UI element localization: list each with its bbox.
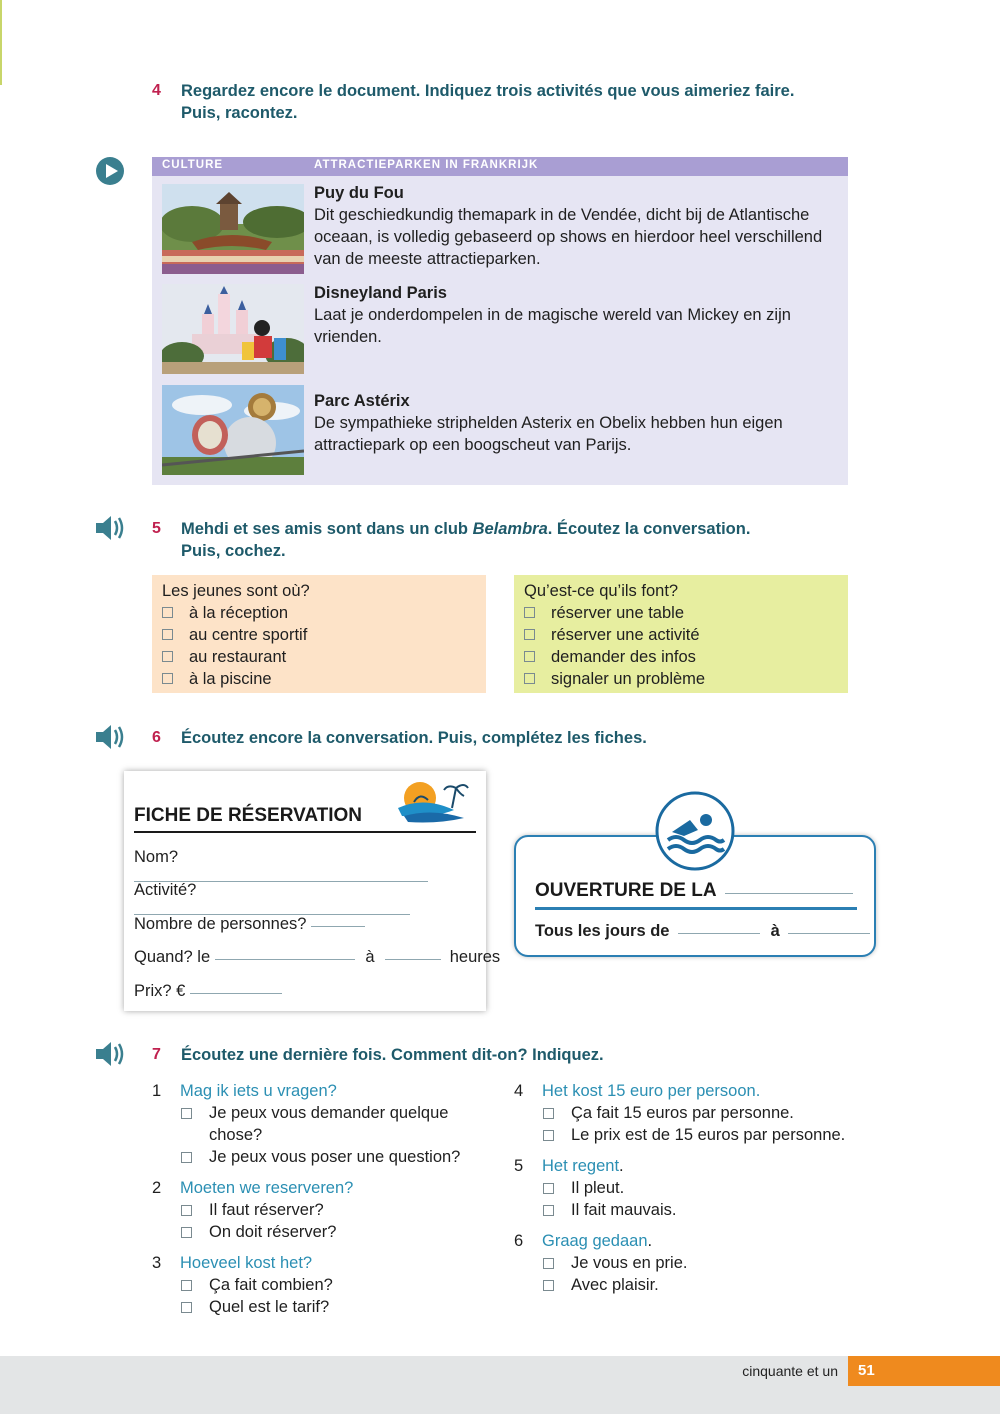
culture-tag: CULTURE [162,159,224,171]
q7-item [514,1230,854,1296]
q7-item-dutch: Het regent [542,1157,620,1175]
q5-instruction [181,518,881,562]
opening-title-rule [535,907,857,910]
parc-asterix-title: Parc Astérix [314,392,410,410]
option-label: On doit réserver? [209,1223,337,1241]
q7-option[interactable] [152,1274,472,1296]
q7-item-suffix: . [647,1232,653,1250]
q5-line1-a: Mehdi et ses amis sont dans un club [181,520,473,538]
culture-heading: ATTRACTIEPARKEN IN FRANKRIJK [314,159,539,171]
checkbox[interactable] [181,1205,192,1216]
q7-item-number: 6 [514,1232,524,1250]
option-label: au restaurant [189,648,287,666]
q5-activity-option[interactable] [524,624,838,646]
checkbox[interactable] [524,607,535,618]
disneyland-title: Disneyland Paris [314,284,447,302]
option-label: à la piscine [189,670,272,688]
opening-to-input-line[interactable] [788,933,870,934]
option-label: réserver une table [551,604,684,622]
opening-title-input-line[interactable] [725,893,853,894]
option-label: signaler un problème [551,670,706,688]
checkbox[interactable] [543,1205,554,1216]
puy-du-fou-photo [162,184,304,274]
option-label: réserver une activité [551,626,700,644]
parc-asterix-photo [162,385,304,475]
option-label: au centre sportif [189,626,308,644]
left-margin-line [0,0,2,85]
option-label: demander des infos [551,648,696,666]
q7-item-number: 2 [152,1179,162,1197]
q7-item-header [152,1080,472,1102]
q7-option[interactable] [514,1252,854,1274]
checkbox[interactable] [181,1280,192,1291]
q7-item-number: 1 [152,1082,162,1100]
checkbox[interactable] [181,1227,192,1238]
reservation-form-title: FICHE DE RÉSERVATION [134,805,363,826]
q7-item [152,1177,472,1243]
option-label: Il faut réserver? [209,1201,324,1219]
checkbox[interactable] [543,1280,554,1291]
q5-location-option[interactable] [162,602,476,624]
q7-item [152,1252,472,1318]
q7-item-number: 3 [152,1254,162,1272]
q7-instruction: Écoutez une dernière fois. Comment dit-on? Indiquez. [181,1046,604,1064]
q7-item-header [514,1080,854,1102]
q7-item [152,1080,472,1168]
disneyland-text: Laat je onderdompelen in de magische wereld van Mickey en zijn vrienden. [314,306,791,346]
q4-instruction [181,80,881,124]
swimmer-icon [654,790,736,872]
checkbox[interactable] [543,1258,554,1269]
audio-speaker-icon[interactable] [94,722,126,752]
q5-location-option[interactable] [162,646,476,668]
q7-option[interactable] [152,1221,472,1243]
q5-location-option[interactable] [162,668,476,690]
option-label: Il fait mauvais. [571,1201,677,1219]
q4-line1: Regardez encore le document. Indiquez trois activités que vous aimeriez faire. [181,82,795,100]
q5-activity-option[interactable] [524,646,838,668]
q7-option[interactable] [514,1102,854,1124]
q7-option[interactable] [152,1199,472,1221]
option-label: Avec plaisir. [571,1276,659,1294]
checkbox[interactable] [162,673,173,684]
q7-item-header [152,1177,472,1199]
video-play-icon[interactable] [95,156,125,186]
q5-line1-b: . Écoutez la conversation. [547,520,751,538]
q7-item-header [514,1155,854,1177]
quand-field[interactable] [134,946,501,968]
prix-field[interactable] [134,980,476,1002]
quand-a-label: à [365,948,375,966]
q7-item-dutch: Mag ik iets u vragen? [180,1082,337,1100]
puy-du-fou-text: Dit geschiedkundig themapark in de Vendée, dicht bij de Atlantische oceaan, is volledig gebaseerd op shows en hierdoor heel verschillend van de meeste attractieparken. [314,206,823,268]
q7-option[interactable] [152,1146,472,1168]
q6-instruction: Écoutez encore la conversation. Puis, complétez les fiches. [181,729,647,747]
checkbox[interactable] [162,629,173,640]
checkbox[interactable] [543,1108,554,1119]
q5-line2: Puis, cochez. [181,542,286,560]
audio-speaker-icon[interactable] [94,513,126,543]
q7-item-number: 4 [514,1082,524,1100]
q5-location-option[interactable] [162,624,476,646]
parc-asterix-text: De sympathieke striphelden Asterix en Obelix hebben hun eigen attractiepark op een boogscheut van Parijs. [314,414,783,454]
reservation-title-rule [134,831,476,833]
checkbox[interactable] [181,1152,192,1163]
option-label: Je peux vous poser une question? [209,1148,461,1166]
q7-item-dutch: Moeten we reserveren? [180,1179,354,1197]
checkbox[interactable] [524,629,535,640]
beach-logo-icon [394,778,476,826]
q5-activity-box [514,575,848,693]
q7-option[interactable] [514,1177,854,1199]
opening-hours-title [535,880,857,902]
opening-a-label: à [770,922,780,940]
option-label: Ça fait combien? [209,1276,333,1294]
option-label: Je vous en prie. [571,1254,688,1272]
checkbox[interactable] [543,1183,554,1194]
q7-option[interactable] [514,1199,854,1221]
nombre-label: Nombre de personnes? [134,915,307,933]
q5-activity-title: Qu’est-ce qu’ils font? [524,582,679,600]
nombre-input-line[interactable] [311,926,365,927]
opening-days-field[interactable] [535,920,865,942]
option-label: Ça fait 15 euros par personne. [571,1104,794,1122]
q7-option[interactable] [152,1102,472,1146]
q7-item [514,1155,854,1221]
footer-page-words: cinquante et un [742,1363,838,1379]
q7-option[interactable] [152,1296,472,1318]
q7-item-dutch: Het kost 15 euro per persoon. [542,1082,761,1100]
checkbox[interactable] [162,651,173,662]
q7-item-dutch: Hoeveel kost het? [180,1254,313,1272]
q7-item [514,1080,854,1146]
opening-days-label: Tous les jours de [535,922,670,940]
checkbox[interactable] [543,1130,554,1141]
option-label: à la réception [189,604,289,622]
nombre-field[interactable] [134,913,476,935]
checkbox[interactable] [524,651,535,662]
footer-page-number: 51 [858,1362,875,1379]
q5-location-box [152,575,486,693]
q4-line2: Puis, racontez. [181,104,298,122]
q7-item-number: 5 [514,1157,524,1175]
q5-activity-option[interactable] [524,668,838,690]
q7-option[interactable] [514,1124,854,1146]
prix-label: Prix? € [134,982,186,1000]
opening-title-label: OUVERTURE DE LA [535,880,717,901]
q6-number: 6 [152,729,161,746]
disneyland-photo [162,284,304,374]
option-label: Je peux vous demander quelque chose? [209,1104,449,1144]
quand-date-input-line[interactable] [215,959,355,960]
q5-activity-option[interactable] [524,602,838,624]
option-label: Le prix est de 15 euros par personne. [571,1126,846,1144]
heures-label: heures [449,948,501,966]
q7-item-dutch: Graag gedaan [542,1232,648,1250]
option-label: Il pleut. [571,1179,625,1197]
checkbox[interactable] [181,1108,192,1119]
q5-line1-em: Belambra [472,520,548,538]
checkbox[interactable] [524,673,535,684]
q4-number: 4 [152,82,161,99]
q5-line1 [181,518,881,540]
q7-number: 7 [152,1046,161,1063]
checkbox[interactable] [181,1302,192,1313]
puy-du-fou-title: Puy du Fou [314,184,404,202]
opening-from-input-line[interactable] [678,933,760,934]
audio-speaker-icon[interactable] [94,1039,126,1069]
quand-label: Quand? le [134,948,211,966]
q5-number: 5 [152,520,161,537]
q5-location-title: Les jeunes sont où? [162,582,310,600]
q7-item-header [514,1230,854,1252]
checkbox[interactable] [162,607,173,618]
activite-label: Activité? [134,881,197,899]
q7-item-header [152,1252,472,1274]
quand-time-input-line[interactable] [385,959,441,960]
prix-input-line[interactable] [190,993,282,994]
nom-label: Nom? [134,848,179,866]
option-label: Quel est le tarif? [209,1298,330,1316]
q7-item-suffix: . [619,1157,624,1175]
q7-option[interactable] [514,1274,854,1296]
